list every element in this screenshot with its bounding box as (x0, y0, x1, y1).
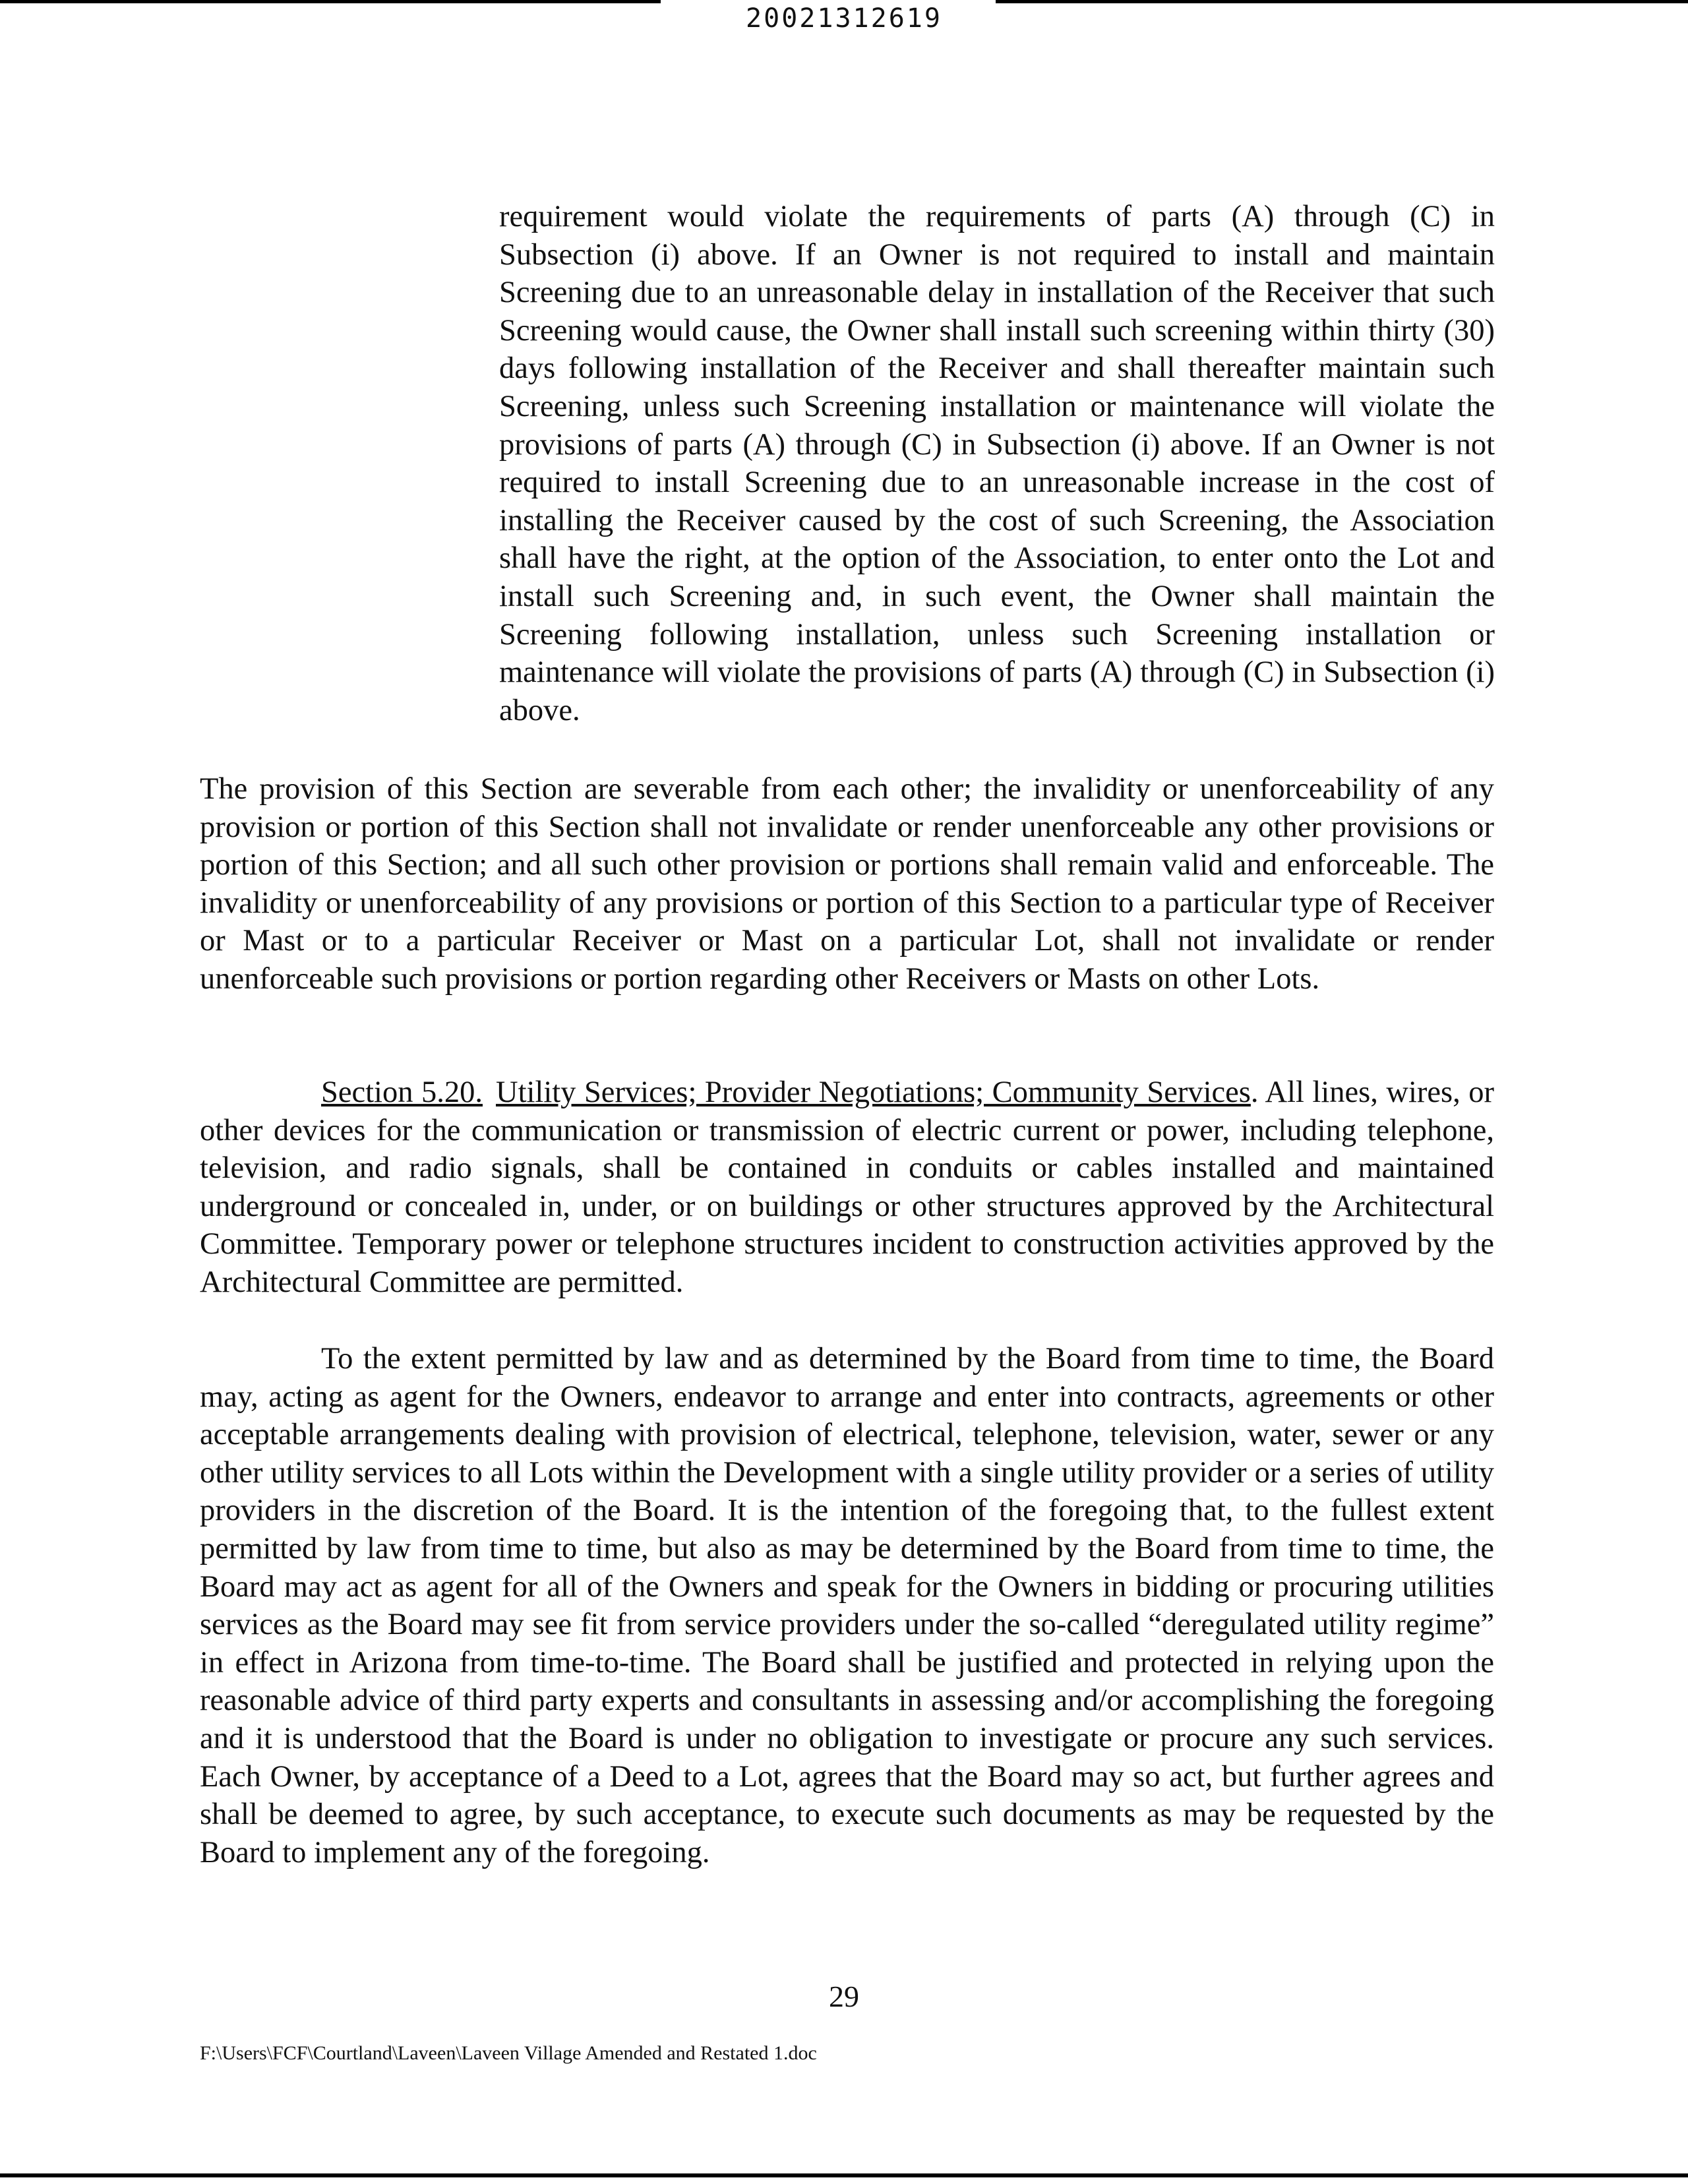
file-path: F:\Users\FCF\Courtland\Laveen\Laveen Village Amended and Restated 1.doc (200, 2042, 817, 2064)
section-number: Section 5.20. (321, 1076, 483, 1109)
section-title: Utility Services; Provider Negotiations; Community Services (496, 1076, 1251, 1109)
section-5-20-paragraph (200, 1074, 1494, 1302)
section-text: . All lines, wires, or other devices for the communication or transmission of electric current or power, including telephone, television, and radio signals, shall be contained in conduits or cables installed and maintained underground or concealed in, under, or on buildings or other structures approved by the Architectural Committee. Temporary power or telephone structures incident to construction activities approved by the Architectural Committee are permitted. (200, 1076, 1494, 1299)
page-number: 29 (829, 1980, 859, 2013)
bottom-rule (0, 2173, 1688, 2177)
screening-paragraph: requirement would violate the requirements of parts (A) through (C) in Subsection (i) above. If an Owner is not required to install and maintain Screening due to an unreasonable delay in installation of the Receiver that such Screening would cause, the Owner shall install such screening within thirty (30) days following installation of the Receiver and shall thereafter maintain such Screening, unless such Screening installation or maintenance will violate the provisions of parts (A) through (C) in Subsection (i) above. If an Owner is not required to install Screening due to an unreasonable increase in the cost of installing the Receiver caused by the cost of such Screening, the Association shall have the right, at the option of the Association, to enter onto the Lot and install such Screening and, in such event, the Owner shall maintain the Screening following installation, unless such Screening installation or maintenance will violate the provisions of parts (A) through (C) in Subsection (i) above. (499, 200, 1495, 727)
severability-paragraph: The provision of this Section are severable from each other; the invalidity or unenforceability of any provision or portion of this Section shall not invalidate or render unenforceable any other provisions or portion of this Section; and all such other provision or portions shall remain valid and enforceable. The invalidity or unenforceability of any provisions or portion of this Section to a particular type of Receiver or Mast or to a particular Receiver or Mast on a particular Lot, shall not invalidate or render unenforceable such provisions or portion regarding other Receivers or Masts on other Lots. (200, 772, 1494, 996)
document-number: 20021312619 (746, 3, 942, 34)
board-paragraph: To the extent permitted by law and as determined by the Board from time to time, the Board may, acting as agent for the Owners, endeavor to arrange and enter into contracts, agreements or other acceptable arrangements dealing with provision of electrical, telephone, television, water, sewer or any other utility services to all Lots within the Development with a single utility provider or a series of utility providers in the discretion of the Board. It is the intention of the foregoing that, to the fullest extent permitted by law from time to time, but also as may be determined by the Board from time to time, the Board may act as agent for all of the Owners and speak for the Owners in bidding or procuring utilities services as the Board may see fit from service providers under the so-called “deregulated utility regime” in effect in Arizona from time-to-time. The Board shall be justified and protected in relying upon the reasonable advice of third party experts and consultants in assessing and/or accomplishing the foregoing and it is understood that the Board is under no obligation to investigate or procure any such services. Each Owner, by acceptance of a Deed to a Lot, agrees that the Board may so act, but further agrees and shall be deemed to agree, by such acceptance, to execute such documents as may be requested by the Board to implement any of the foregoing. (200, 1342, 1494, 1869)
